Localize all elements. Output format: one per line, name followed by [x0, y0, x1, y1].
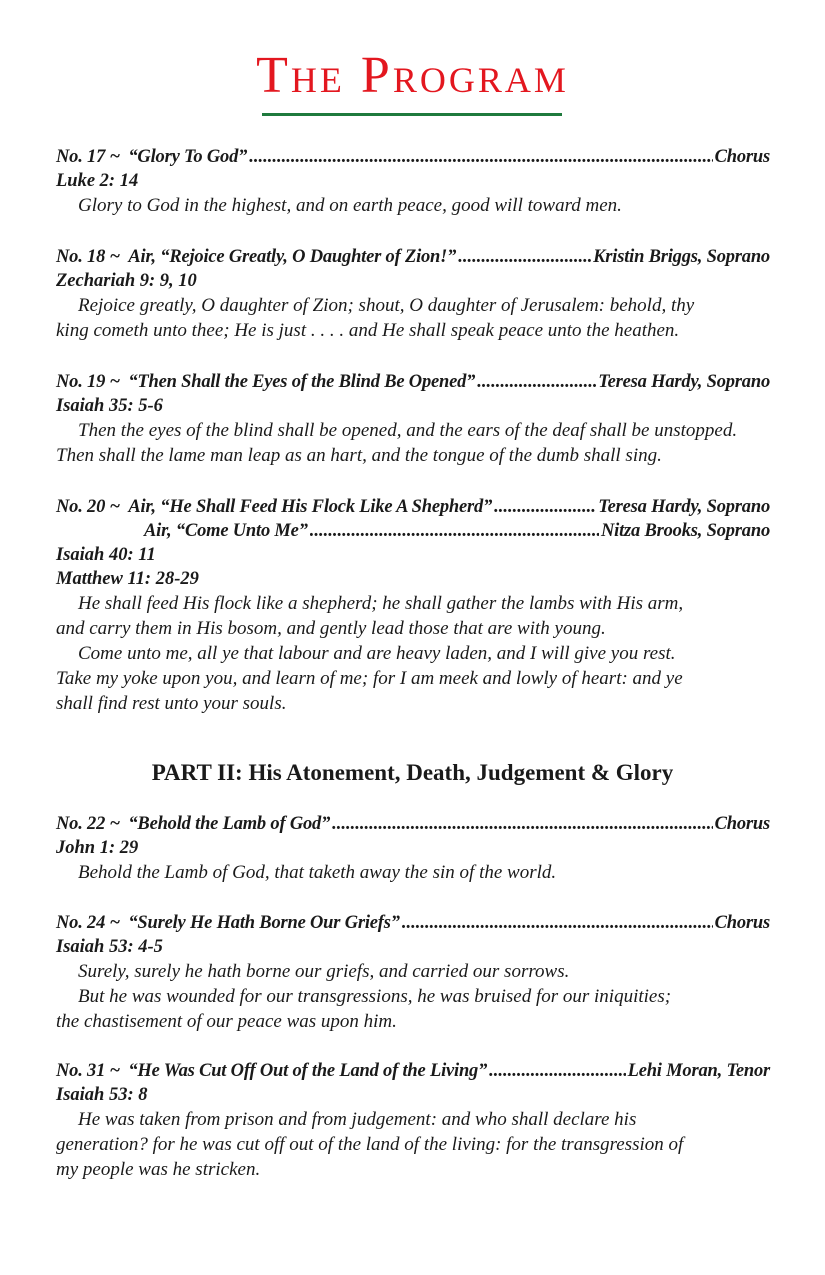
scripture-reference: Luke 2: 14 — [56, 171, 139, 191]
program-item — [56, 370, 770, 468]
scripture-text — [56, 860, 770, 885]
item-performer: Chorus — [714, 147, 770, 167]
program-item-heading — [56, 245, 770, 269]
scripture-text — [56, 959, 770, 1034]
program-item-heading — [56, 495, 770, 519]
program-item — [56, 495, 770, 716]
scripture-text — [56, 293, 770, 343]
program-item-heading — [56, 145, 770, 169]
program-item — [56, 1059, 770, 1182]
text-line: He was taken from prison and from judgement: and who shall declare his — [78, 1109, 637, 1130]
dot-leader — [332, 812, 712, 836]
dot-leader — [494, 495, 596, 519]
item-number: No. 31 ~ — [56, 1061, 120, 1081]
program-item-heading — [56, 1059, 770, 1083]
scripture-text — [56, 591, 770, 716]
item-title: Air, “He Shall Feed His Flock Like A Shepherd” — [128, 497, 493, 517]
page-title: The Program — [256, 47, 569, 104]
item-performer: Kristin Briggs, Soprano — [593, 247, 770, 267]
text-line: generation? for he was cut off out of the land of the living: for the transgression of — [56, 1134, 684, 1155]
dot-leader — [458, 245, 591, 269]
scripture-reference: Zechariah 9: 9, 10 — [56, 271, 197, 291]
program-item-heading — [56, 519, 770, 543]
text-line: Surely, surely he hath borne our griefs, and carried our sorrows. — [78, 961, 570, 982]
item-title: Air, “Come Unto Me” — [144, 521, 308, 541]
item-title: “Behold the Lamb of God” — [128, 814, 331, 834]
dot-leader — [489, 1059, 625, 1083]
scripture-reference: John 1: 29 — [56, 838, 139, 858]
item-number: No. 19 ~ — [56, 372, 120, 392]
program-item — [56, 145, 770, 218]
text-line: my people was he stricken. — [56, 1159, 261, 1180]
dot-leader — [249, 145, 712, 169]
text-line: Rejoice greatly, O daughter of Zion; shout, O daughter of Jerusalem: behold, thy — [78, 295, 695, 316]
scripture-reference: Isaiah 53: 8 — [56, 1085, 148, 1105]
text-line: shall find rest unto your souls. — [56, 693, 287, 714]
text-line: Then shall the lame man leap as an hart, and the tongue of the dumb shall sing. — [56, 445, 662, 466]
item-performer: Teresa Hardy, Soprano — [598, 372, 770, 392]
item-title: “Glory To God” — [128, 147, 248, 167]
item-title: “Then Shall the Eyes of the Blind Be Opened” — [128, 372, 476, 392]
scripture-text — [56, 418, 770, 468]
program-item — [56, 911, 770, 1034]
part-heading: PART II: His Atonement, Death, Judgement & Glory — [151, 760, 674, 785]
program-item — [56, 245, 770, 343]
text-line: Take my yoke upon you, and learn of me; for I am meek and lowly of heart: and ye — [56, 668, 683, 689]
text-line: the chastisement of our peace was upon him. — [56, 1011, 397, 1032]
scripture-reference: Isaiah 35: 5-6 — [56, 396, 163, 416]
scripture-reference: Isaiah 40: 11 — [56, 545, 156, 565]
program-item-heading — [56, 911, 770, 935]
scripture-text — [56, 1107, 770, 1182]
item-performer: Chorus — [714, 814, 770, 834]
dot-leader — [310, 519, 599, 543]
program-item — [56, 812, 770, 885]
scripture-text — [56, 193, 770, 218]
item-number: No. 18 ~ — [56, 247, 120, 267]
item-performer: Chorus — [714, 913, 770, 933]
title-divider — [262, 113, 562, 116]
item-number: No. 20 ~ — [56, 497, 120, 517]
item-performer: Nitza Brooks, Soprano — [600, 521, 770, 541]
program-item-heading — [56, 370, 770, 394]
dot-leader — [477, 370, 596, 394]
scripture-reference: Matthew 11: 28-29 — [56, 569, 199, 589]
text-line: But he was wounded for our transgressions, he was bruised for our iniquities; — [78, 986, 672, 1007]
item-number: No. 22 ~ — [56, 814, 120, 834]
item-title: “He Was Cut Off Out of the Land of the Living” — [128, 1061, 488, 1081]
item-title: “Surely He Hath Borne Our Griefs” — [128, 913, 400, 933]
program-item-heading — [56, 812, 770, 836]
item-number: No. 24 ~ — [56, 913, 120, 933]
text-line: Then the eyes of the blind shall be opened, and the ears of the deaf shall be unstopped. — [78, 420, 738, 441]
text-line: and carry them in His bosom, and gently lead those that are with young. — [56, 618, 606, 639]
item-number: No. 17 ~ — [56, 147, 120, 167]
text-line: Come unto me, all ye that labour and are heavy laden, and I will give you rest. — [78, 643, 676, 664]
text-line: Glory to God in the highest, and on earth peace, good will toward men. — [78, 195, 622, 216]
item-title: Air, “Rejoice Greatly, O Daughter of Zion!” — [128, 247, 457, 267]
text-line: He shall feed His flock like a shepherd; he shall gather the lambs with His arm, — [78, 593, 684, 614]
dot-leader — [402, 911, 713, 935]
text-line: Behold the Lamb of God, that taketh away the sin of the world. — [78, 862, 557, 883]
text-line: king cometh unto thee; He is just . . . . and He shall speak peace unto the heathen. — [56, 320, 680, 341]
item-performer: Teresa Hardy, Soprano — [598, 497, 770, 517]
scripture-reference: Isaiah 53: 4-5 — [56, 937, 163, 957]
item-performer: Lehi Moran, Tenor — [627, 1061, 770, 1081]
